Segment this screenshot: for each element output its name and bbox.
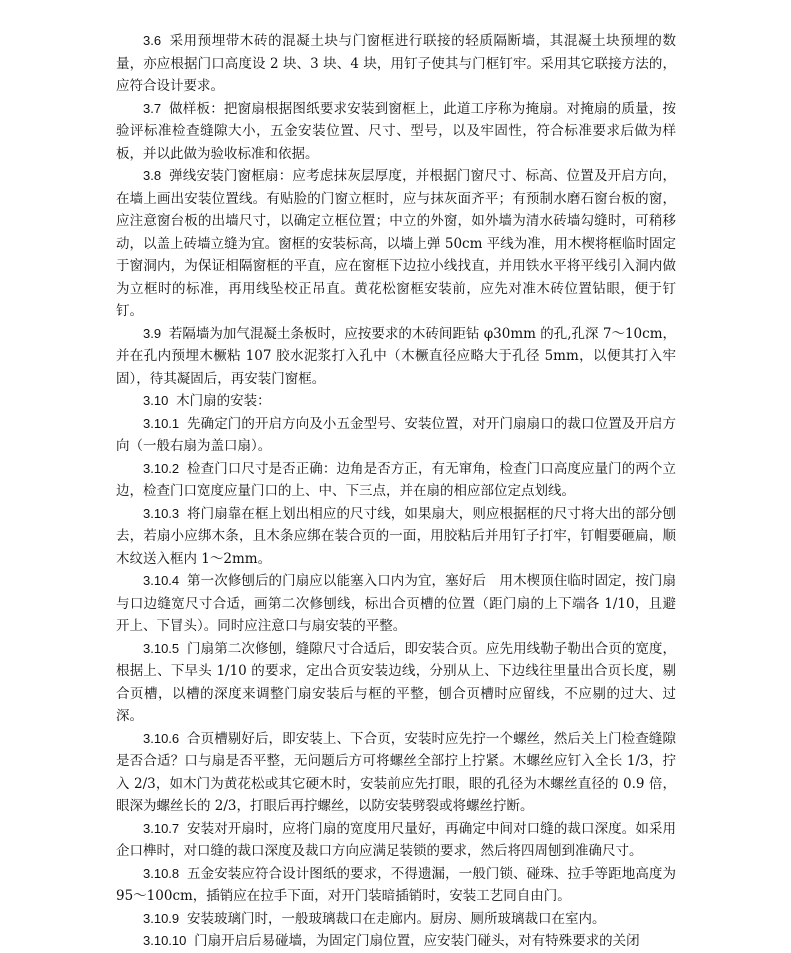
- section-number: 3.10.7: [143, 820, 180, 836]
- paragraph-3-10-6: [116, 728, 676, 818]
- paragraph-text: 弹线安装门窗框扇：应考虑抹灰层厚度，并根据门窗尺寸、标高、位置及开启方向，在墙上画出安装位置线。有贴脸的门窗立框时，应与抹灰面齐平；有预制水磨石窗台板的窗，应注意窗台板的出墙尺寸，以确定立框位置；中立的外窗，如外墙为清水砖墙勾缝时，可稍移动，以盖上砖墙立缝为宜。窗框的安装标高，以墙上弹 50cm 平线为准，用木楔将框临时固定于窗洞内，为保证相隔窗框的平直，应在窗框下边拉小线找直，并用铁水平将平线引入洞内做为立框时的标准，再用线坠校正吊直。黄花松窗框安装前，应先对准木砖位置钻眼，便于钉钉。: [116, 168, 676, 319]
- paragraph-text: 第一次修刨后的门扇应以能塞入口内为宜，塞好后 用木楔顶住临时固定，按门扇与口边缝宽尺寸合适，画第二次修刨线，标出合页槽的位置（距门扇的上下端各 1/10，且避开上、下冒头）。同时应注意口与扇安装的平整。: [116, 573, 676, 634]
- paragraph-3-7: [116, 98, 676, 166]
- paragraph-text: 先确定门的开启方向及小五金型号、安装位置，对开门扇扇口的裁口位置及开启方向（一般右扇为盖口扇）。: [116, 415, 676, 454]
- paragraph-3-10-3: [116, 503, 676, 571]
- paragraph-3-10-2: [116, 458, 676, 503]
- paragraph-text: 安装对开扇时，应将门扇的宽度用尺量好，再确定中间对口缝的裁口深度。如采用企口榫时，对口缝的裁口深度及裁口方向应满足装锁的要求，然后将四周刨到准确尺寸。: [116, 820, 676, 859]
- paragraph-text: 检查门口尺寸是否正确：边角是否方正，有无窜角，检查门口高度应量门的两个立边，检查门口宽度应量门口的上、中、下三点，并在扇的相应部位定点划线。: [116, 460, 676, 499]
- section-number: 3.10.9: [143, 910, 180, 926]
- section-number: 3.10.2: [143, 460, 180, 476]
- paragraph-3-9: [116, 323, 676, 391]
- section-number: 3.10.5: [143, 640, 180, 656]
- section-number: 3.10.10: [143, 933, 187, 948]
- section-number: 3.9: [143, 325, 162, 341]
- paragraph-text: 采用预埋带木砖的混凝土块与门窗框进行联接的轻质隔断墙，其混凝土块预埋的数量，亦应根据门口高度设 2 块、3 块、4 块，用钉子使其与门框钉牢。采用其它联接方法的，应符合设计要求。: [116, 33, 676, 94]
- paragraph-3-8: [116, 165, 676, 323]
- paragraph-text: 门扇开启后易碰墙，为固定门扇位置，应安装门碰头，对有特殊要求的关闭: [194, 933, 640, 949]
- section-number: 3.7: [143, 100, 162, 116]
- paragraph-text: 做样板：把窗扇根据图纸要求安装到窗框上，此道工序称为掩扇。对掩扇的质量，按验评标准检查缝隙大小，五金安装位置、尺寸、型号，以及牢固性，符合标准要求后做为样板，并以此做为验收标准和依据。: [116, 100, 676, 162]
- paragraph-text: 五金安装应符合设计图纸的要求，不得遗漏，一般门锁、碰珠、拉手等距地高度为 95～100cm，插销应在拉手下面，对开门装暗插销时，安装工艺同自由门。: [116, 865, 676, 904]
- section-number: 3.10.8: [143, 865, 180, 881]
- paragraph-text: 合页槽剔好后，即安装上、下合页，安装时应先拧一个螺丝，然后关上门检查缝隙是否合适？口与扇是否平整，无问题后方可将螺丝全部拧上拧紧。木螺丝应钉入全长 1/3，拧入 2/3，如木门为黄花松或其它硬木时，安装前应先打眼，眼的孔径为木螺丝直径的 0.9 倍，眼深为螺丝长的 2/3，打眼后再拧螺丝，以防安装劈裂或将螺丝拧断。: [116, 730, 676, 814]
- section-number: 3.8: [143, 168, 162, 183]
- section-number: 3.10.4: [143, 573, 180, 588]
- paragraph-text: 将门扇靠在框上划出相应的尺寸线，如果扇大，则应根据框的尺寸将大出的部分刨去，若扇小应绑木条，且木条应绑在装合页的一面，用胶粘后并用钉子打牢，钉帽要砸扁，顺木纹送入框内 1～2mm。: [116, 505, 676, 567]
- section-number: 3.10.1: [143, 415, 180, 431]
- paragraph-3-10-9: [116, 908, 676, 931]
- section-number: 3.6: [143, 33, 162, 48]
- paragraph-text: 木门扇的安装：: [176, 393, 271, 409]
- paragraph-text: 若隔墙为加气混凝土条板时，应按要求的木砖间距钻 φ30mm 的孔,孔深 7～10cm，并在孔内预埋木橛粘 107 胶水泥浆打入孔中（木橛直径应略大于孔径 5mm，以便其打入牢固），待其凝固后，再安装门窗框。: [116, 325, 676, 387]
- section-number: 3.10.6: [143, 730, 180, 746]
- paragraph-3-10-7: [116, 818, 676, 863]
- section-number: 3.10: [143, 393, 169, 408]
- paragraph-3-10: [116, 390, 676, 413]
- paragraph-text: 门扇第二次修刨，缝隙尺寸合适后，即安装合页。应先用线勒子勒出合页的宽度，根据上、下早头 1/10 的要求，定出合页安装边线，分别从上、下边线往里量出合页长度，剔合页槽，以槽的深度来调整门扇安装后与框的平整，刨合页槽时应留线，不应剔的过大、过深。: [116, 640, 676, 724]
- paragraph-3-6: [116, 30, 676, 98]
- section-number: 3.10.3: [143, 505, 180, 521]
- paragraph-3-10-1: [116, 413, 676, 458]
- paragraph-3-10-5: [116, 638, 676, 728]
- paragraph-3-10-10: [116, 930, 676, 953]
- paragraph-text: 安装玻璃门时，一般玻璃裁口在走廊内。厨房、厕所玻璃裁口在室内。: [186, 910, 606, 927]
- paragraph-3-10-4: [116, 570, 676, 638]
- paragraph-3-10-8: [116, 863, 676, 908]
- document-body: [116, 30, 676, 953]
